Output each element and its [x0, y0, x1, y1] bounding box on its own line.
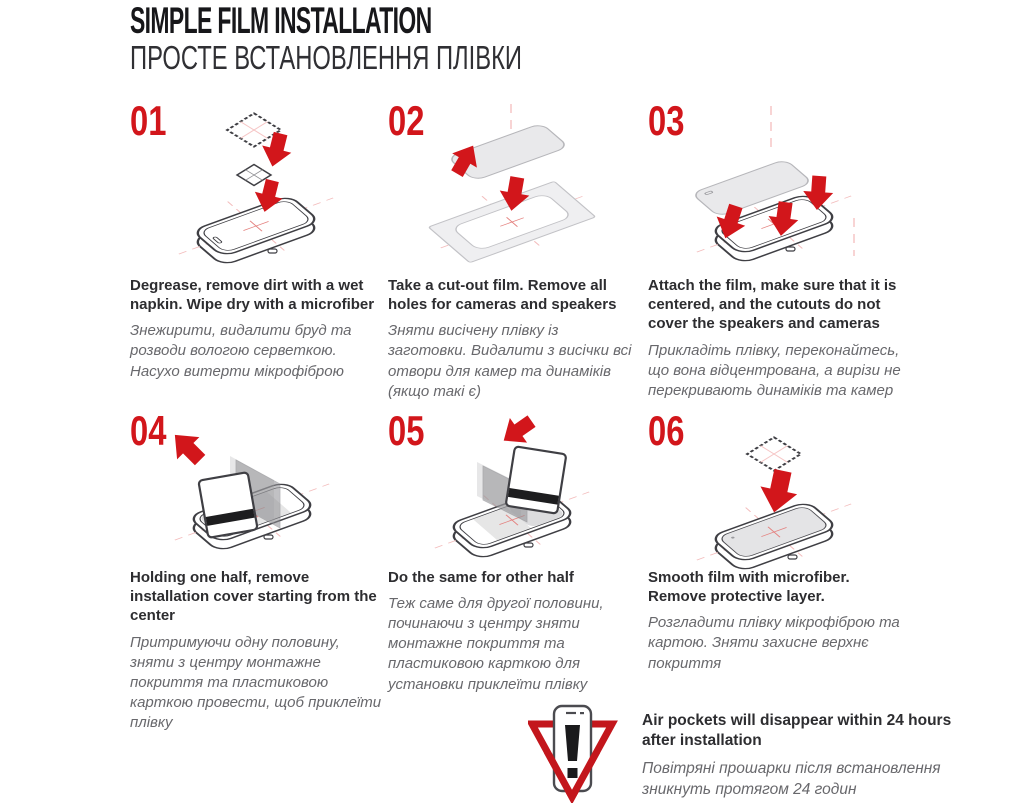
step-04-number: 04 — [130, 407, 167, 454]
step-01-illustration — [130, 97, 388, 272]
plastic-card-icon — [198, 472, 257, 538]
step-04-text-en: Holding one half, remove installation cover starting from the center — [130, 569, 377, 625]
step-02-illustration — [388, 97, 646, 272]
step-03-number: 03 — [648, 97, 685, 144]
step-06 — [648, 407, 906, 710]
step-04 — [130, 407, 388, 731]
step-02 — [388, 97, 646, 400]
step-05-number: 05 — [388, 407, 425, 454]
step-05-text-en: Do the same for other half — [388, 569, 574, 586]
warning-phone-triangle-icon — [528, 703, 618, 803]
step-06-number: 06 — [648, 407, 685, 454]
step-06-illustration — [648, 407, 906, 582]
step-05-illustration — [388, 407, 646, 582]
step-03 — [648, 97, 906, 400]
step-01-text-en: Degrease, remove dirt with a wet napkin. Wipe dry with a microfiber — [130, 277, 375, 314]
step-02-text-en: Take a cut-out film. Remove all holes for cameras and speakers — [388, 277, 617, 314]
step-05 — [388, 407, 646, 710]
step-03-illustration — [648, 97, 906, 272]
red-arrow-up-left-icon — [164, 424, 212, 472]
warning-text-en: Air pockets will disappear within 24 hours after installation — [642, 712, 952, 750]
step-03-text-en: Attach the film, make sure that it is centered, and the cutouts do not cover the speakers and cameras — [648, 277, 897, 333]
step-05-text-uk: Теж саме для другої половини, починаючи з центру зняти монтажне покриття та пластиковою карткою для установки приклеїти плівку — [388, 595, 604, 693]
step-06-text-uk: Розгладити плівку мікрофіброю та картою. Зняти захисне верхнє покриття — [648, 614, 900, 672]
phone-icon — [151, 174, 362, 272]
plastic-card-icon — [506, 446, 567, 513]
step-06-text-en: Smooth film with microfiber. Remove protective layer. — [648, 569, 850, 606]
step-02-text-uk: Зняти висічену плівку із заготовки. Видалити з висічки всі отвори для камер та динаміків (якщо такі є) — [388, 322, 632, 400]
step-04-illustration — [130, 407, 388, 582]
step-03-text-uk: Прикладіть плівку, переконайтесь, що вона відцентрована, а вирізи не перекривають динаміків та камер — [648, 341, 901, 399]
page-header — [130, 2, 674, 74]
step-01-text-uk: Знежирити, видалити бруд та розводи вологою серветкою. Насухо витерти мікрофіброю — [130, 322, 352, 380]
step-04-text-uk: Притримуючи одну половину, зняти з центру монтажне покриття та пластиковою карткою провести, щоб приклеїти плівку — [130, 633, 382, 731]
step-01-number: 01 — [130, 97, 167, 144]
step-02-number: 02 — [388, 97, 425, 144]
warning-text-uk: Повітряні прошарки після встановлення зникнуть протягом 24 годин — [642, 760, 941, 799]
page-title: SIMPLE FILM INSTALLATION — [130, 0, 432, 41]
page-subtitle: ПРОСТЕ ВСТАНОВЛЕННЯ ПЛІВКИ — [130, 39, 522, 76]
step-01 — [130, 97, 388, 400]
microfiber-icon — [747, 437, 801, 470]
warning-note — [528, 703, 972, 803]
